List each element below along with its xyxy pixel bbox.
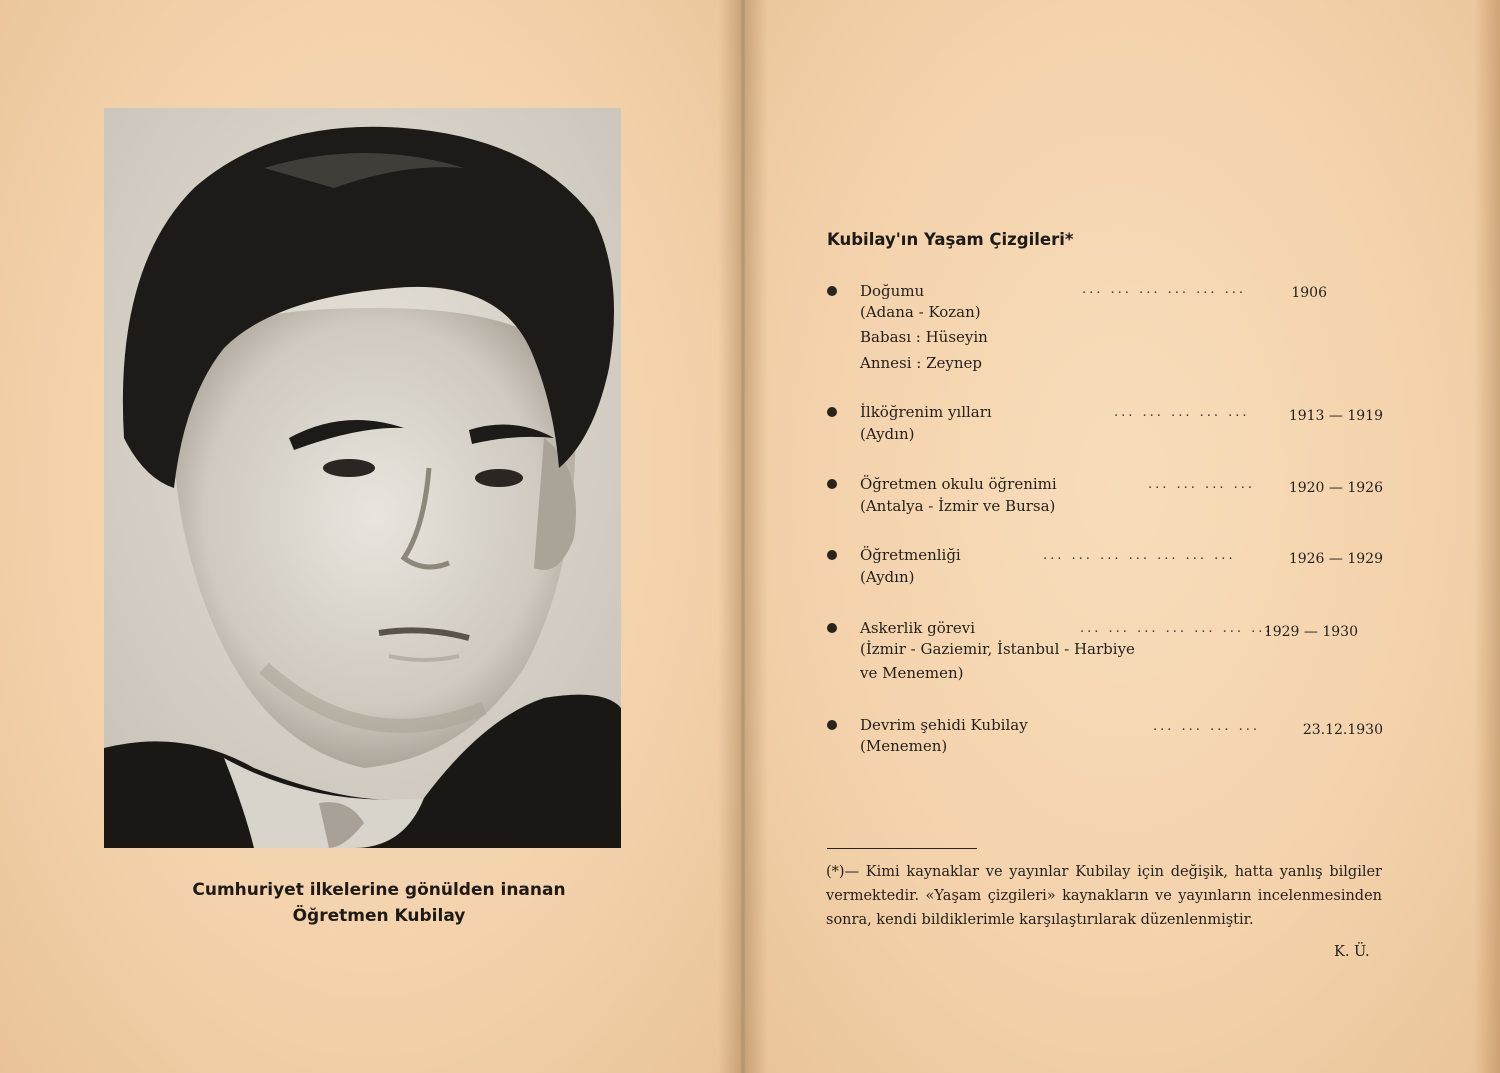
bullet-icon <box>827 550 837 560</box>
leader-dots: ... ... ... ... ... ... ... <box>1080 621 1273 636</box>
timeline-heading: Kubilay'ın Yaşam Çizgileri* <box>827 230 1074 249</box>
entry-detail: Babası : Hüseyin <box>860 328 988 346</box>
timeline-entry-teaching <box>827 546 1387 591</box>
footnote-rule <box>827 848 977 849</box>
bullet-icon <box>827 479 837 489</box>
bullet-icon <box>827 720 837 730</box>
entry-detail: (Aydın) <box>860 568 915 586</box>
entry-detail: (Adana - Kozan) <box>860 303 981 321</box>
timeline-entry-martyrdom <box>827 716 1387 761</box>
entry-date: 1906 <box>1291 285 1327 301</box>
portrait-illustration <box>104 108 621 848</box>
entry-title: İlköğrenim yılları <box>860 403 992 421</box>
leader-dots: ... ... ... ... ... ... ... <box>1043 548 1236 563</box>
entry-detail: (Antalya - İzmir ve Bursa) <box>860 497 1056 515</box>
entry-title: Öğretmen okulu öğrenimi <box>860 475 1057 493</box>
timeline-entry-teacher-school <box>827 475 1387 520</box>
timeline-entry-military <box>827 619 1387 689</box>
entry-detail: ve Menemen) <box>860 664 964 682</box>
caption-line-1: Cumhuriyet ilkelerine gönülden inanan <box>192 880 566 900</box>
author-initials: K. Ü. <box>1334 944 1370 960</box>
timeline-entry-birth <box>827 282 1387 382</box>
bullet-icon <box>827 623 837 633</box>
bullet-icon <box>827 286 837 296</box>
timeline-entry-primary-school <box>827 403 1387 448</box>
entry-title: Askerlik görevi <box>860 619 976 637</box>
leader-dots: ... ... ... ... <box>1153 719 1260 734</box>
entry-date: 1913 — 1919 <box>1288 408 1383 424</box>
entry-title: Doğumu <box>860 282 925 300</box>
entry-date: 1929 — 1930 <box>1263 624 1358 640</box>
photo-caption <box>104 877 654 929</box>
entry-date: 23.12.1930 <box>1302 722 1383 738</box>
entry-detail: (Aydın) <box>860 425 915 443</box>
entry-date: 1926 — 1929 <box>1288 551 1383 567</box>
leader-dots: ... ... ... ... ... <box>1114 405 1250 420</box>
leader-dots: ... ... ... ... ... ... <box>1082 282 1247 297</box>
entry-date: 1920 — 1926 <box>1288 480 1383 496</box>
entry-detail: Annesi : Zeynep <box>860 354 983 372</box>
entry-detail: (Menemen) <box>860 737 948 755</box>
page-edge-shadow <box>1474 0 1500 1073</box>
footnote-text: (*)— Kimi kaynaklar ve yayınlar Kubilay için değişik, hatta yanlış bilgiler vermektedir. «Yaşam çizgileri» kaynakların ve yayınların incelenmesinden sonra, kendi bildiklerimle karşılaştırılarak düzenlenmiştir. <box>826 864 1382 928</box>
entry-detail: (İzmir - Gaziemir, İstanbul - Harbiye <box>860 640 1135 658</box>
bullet-icon <box>827 407 837 417</box>
entry-title: Öğretmenliği <box>860 546 961 564</box>
portrait-photo <box>104 108 621 848</box>
leader-dots: ... ... ... ... <box>1148 477 1255 492</box>
left-page <box>0 0 742 1073</box>
caption-line-2: Öğretmen Kubilay <box>292 906 466 926</box>
entry-title: Devrim şehidi Kubilay <box>860 716 1028 734</box>
book-gutter <box>718 0 768 1073</box>
